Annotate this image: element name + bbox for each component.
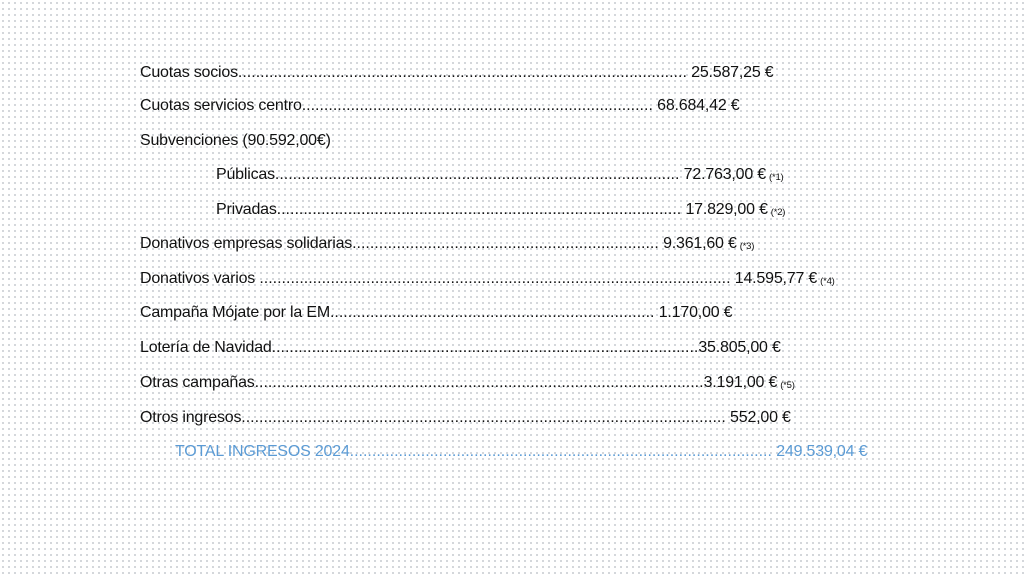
income-row-cuotas-servicios <box>140 96 739 116</box>
income-row-otras-campanas <box>140 373 795 395</box>
row-label: Donativos empresas solidarias <box>140 235 353 252</box>
income-row-subvenciones <box>140 131 331 151</box>
dot-leader: .......................................................................................................... <box>259 270 731 287</box>
dot-leader: ............................................................................................... <box>349 443 772 460</box>
dot-leader: ..................................................................... <box>352 235 659 252</box>
income-row-donativos-empresas <box>140 234 754 256</box>
row-label: Privadas <box>216 201 277 218</box>
row-label: Subvenciones (90.592,00€) <box>140 132 331 149</box>
dot-leader: ................................................................................................ <box>271 339 699 356</box>
dot-leader: ........................................................................................... <box>276 201 682 218</box>
income-row-publicas <box>216 165 784 187</box>
row-amount: 552,00 € <box>730 409 791 426</box>
footnote-marker: (*2) <box>770 207 786 218</box>
income-row-loteria <box>140 338 781 358</box>
row-amount: 14.595,77 € <box>734 270 818 287</box>
income-row-privadas <box>216 200 785 222</box>
footnote-marker: (*3) <box>739 241 755 252</box>
dot-leader: ......................................................................... <box>329 304 655 321</box>
row-label: Otros ingresos <box>140 409 242 426</box>
row-label: Lotería de Navidad <box>140 339 272 356</box>
row-amount: 68.684,42 € <box>657 97 740 114</box>
total-amount: 249.539,04 € <box>776 443 868 460</box>
dot-leader: ..................................................................................................... <box>254 374 704 391</box>
row-amount: 3.191,00 € <box>703 374 778 391</box>
income-row-cuotas-socios <box>140 63 773 83</box>
dot-leader: ............................................................................... <box>301 97 653 114</box>
income-row-otros-ingresos <box>140 408 791 428</box>
row-label: Cuotas socios <box>140 64 238 81</box>
row-amount: 17.829,00 € <box>685 201 768 218</box>
income-row-donativos-varios <box>140 269 835 291</box>
row-amount: 72.763,00 € <box>683 166 766 183</box>
dot-leader: ............................................................................................................. <box>241 409 726 426</box>
row-label: Otras campañas <box>140 374 255 391</box>
row-amount: 25.587,25 € <box>691 64 774 81</box>
row-label: Públicas <box>216 166 275 183</box>
footnote-marker: (*5) <box>780 380 795 391</box>
row-amount: 9.361,60 € <box>663 235 737 252</box>
income-total-row <box>175 442 867 462</box>
total-label: TOTAL INGRESOS 2024 <box>175 443 350 460</box>
dot-leader: ..................................................................................................... <box>237 64 687 81</box>
income-row-campana-mojate <box>140 303 732 323</box>
footnote-marker: (*4) <box>820 276 835 287</box>
row-amount: 35.805,00 € <box>698 339 781 356</box>
dot-leader: ........................................................................................... <box>274 166 680 183</box>
row-label: Donativos varios <box>140 270 260 287</box>
row-label: Cuotas servicios centro <box>140 97 302 114</box>
footnote-marker: (*1) <box>769 172 784 183</box>
row-amount: 1.170,00 € <box>658 304 733 321</box>
row-label: Campaña Mójate por la EM <box>140 304 330 321</box>
